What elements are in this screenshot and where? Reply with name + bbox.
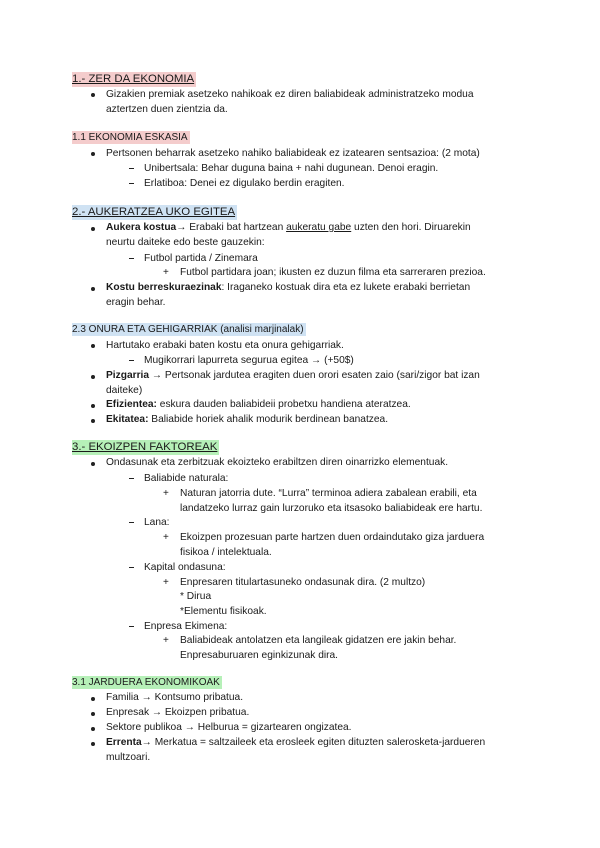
- s31-bullet2: Enpresak → Ekoizpen pribatua.: [106, 707, 250, 718]
- s23-bullet4: [106, 413, 388, 426]
- term-pizgarria: Pizgarria: [106, 370, 150, 381]
- s3-bullet1: Ondasunak eta zerbitzuak ekoizteko erabiltzen diren oinarrizko elementuak.: [106, 457, 449, 468]
- s3-dash4: Enpresa Ekimena:: [144, 621, 228, 632]
- text: → Merkatua = saltzaileek eta erosleek egiten dituzten salerosketa-jardueren: [141, 737, 486, 748]
- s3-plus2-line1: Ekoizpen prozesuan parte hartzen duen ordaindutako giza jarduera: [180, 532, 485, 543]
- dash-marker: [129, 522, 134, 523]
- term-kostu-berreskuraezinak: Kostu berreskuraezinak: [106, 282, 222, 293]
- term-efizientea: Efizientea:: [106, 399, 157, 410]
- underlined-text: aukeratu gabe: [286, 222, 352, 233]
- text: → Erabaki bat hartzean: [176, 222, 287, 233]
- text: → Pertsonak jardutea eragiten duen orori esaten zaio (sari/zigor bat izan: [149, 370, 480, 381]
- s3-dash2: Lana:: [144, 517, 170, 528]
- s2-bullet2-line2: eragin behar.: [106, 297, 166, 308]
- s11-dash1: Unibertsala: Behar duguna baina + nahi dugunean. Denoi eragin.: [144, 163, 439, 174]
- bullet-dot: [91, 93, 95, 97]
- term-aukera-kostua: Aukera kostua: [106, 222, 177, 233]
- bullet-dot: [91, 727, 95, 731]
- term-ekitatea: Ekitatea:: [106, 414, 149, 425]
- s2-plus1: Futbol partidara joan; ikusten ez duzun filma eta sarreraren prezioa.: [180, 267, 486, 278]
- section-heading-1-1: 1.1 EKONOMIA ESKASIA: [72, 132, 188, 143]
- s23-bullet3: [106, 398, 411, 411]
- plus-marker: +: [163, 488, 169, 499]
- bullet-dot: [91, 697, 95, 701]
- s3-plus1-line1: Naturan jatorria dute. “Lurra” terminoa adiera zabalean erabili, eta: [180, 488, 477, 499]
- bullet-dot: [91, 227, 95, 231]
- s3-plus3-line3: *Elementu fisikoak.: [180, 606, 267, 617]
- s31-bullet4-line1: [106, 736, 485, 749]
- dash-marker: [129, 478, 134, 479]
- s3-plus3-line1: Enpresaren titulartasuneko ondasunak dira. (2 multzo): [180, 577, 426, 588]
- bullet-dot: [91, 287, 95, 291]
- s2-bullet2-line1: [106, 281, 470, 294]
- s23-bullet1: Hartutako erabaki baten kostu eta onura gehigarriak.: [106, 340, 344, 351]
- s11-dash2: Erlatiboa: Denei ez digulako berdin eragiten.: [144, 178, 345, 189]
- bullet-dot: [91, 404, 95, 408]
- section-heading-2-3: 2.3 ONURA ETA GEHIGARRIAK (analisi marjinalak): [72, 324, 304, 335]
- plus-marker: +: [163, 577, 169, 588]
- dash-marker: [129, 258, 134, 259]
- s23-bullet2-line2: daiteke): [106, 385, 143, 396]
- s3-plus4-line2: Enpresaburuaren eginkizunak dira.: [180, 650, 339, 661]
- dash-marker: [129, 360, 134, 361]
- bullet-dot: [91, 152, 95, 156]
- s3-dash1: Baliabide naturala:: [144, 473, 229, 484]
- dash-marker: [129, 626, 134, 627]
- text: : Iraganeko kostuak dira eta ez lukete erabaki berrietan: [221, 282, 471, 293]
- s3-plus3-line2: * Dirua: [180, 591, 212, 602]
- text: Baliabide horiek ahalik modurik berdinean banatzea.: [148, 414, 389, 425]
- s2-bullet1-line2: neurtu daiteke edo beste gauzekin:: [106, 237, 265, 248]
- plus-marker: +: [163, 635, 169, 646]
- bullet-dot: [91, 462, 95, 466]
- s3-plus4-line1: Baliabideak antolatzen eta langileak gidatzen ere jakin behar.: [180, 635, 457, 646]
- bullet-dot: [91, 419, 95, 423]
- dash-marker: [129, 168, 134, 169]
- s31-bullet4-line2: multzoari.: [106, 752, 151, 763]
- s3-dash3: Kapital ondasuna:: [144, 562, 226, 573]
- s2-dash1: Futbol partida / Zinemara: [144, 253, 258, 264]
- bullet-dot: [91, 375, 95, 379]
- s3-plus1-line2: landatzeko lurraz gain lurzoruko eta itsasoko baliabideak ere hartu.: [180, 503, 483, 514]
- section-heading-3: 3.- EKOIZPEN FAKTOREAK: [72, 441, 218, 453]
- s2-bullet1-line1: [106, 221, 471, 234]
- bullet-dot: [91, 344, 95, 348]
- bullet-dot: [91, 712, 95, 716]
- plus-marker: +: [163, 532, 169, 543]
- s31-bullet3: Sektore publikoa → Helburua = gizartearen ongizatea.: [106, 722, 352, 733]
- dash-marker: [129, 567, 134, 568]
- plus-marker: +: [163, 267, 169, 278]
- section-heading-3-1: 3.1 JARDUERA EKONOMIKOAK: [72, 677, 220, 688]
- bullet-dot: [91, 742, 95, 746]
- text: uzten den hori. Diruarekin: [351, 222, 471, 233]
- term-errenta: Errenta: [106, 737, 142, 748]
- s31-bullet1: Familia → Kontsumo pribatua.: [106, 692, 244, 703]
- s11-bullet: Pertsonen beharrak asetzeko nahiko baliabideak ez izatearen sentsazioa: (2 mota): [106, 148, 480, 159]
- s1-bullet-line2: aztertzen duen zientzia da.: [106, 104, 228, 115]
- dash-marker: [129, 183, 134, 184]
- s23-bullet2-line1: [106, 369, 480, 382]
- s1-bullet-line1: Gizakien premiak asetzeko nahikoak ez diren baliabideak administratzeko modua: [106, 89, 474, 100]
- s23-dash1: Mugikorrari lapurreta segurua egitea → (+50$): [144, 355, 354, 366]
- section-heading-1: 1.- ZER DA EKONOMIA: [72, 73, 195, 85]
- section-heading-2: 2.- AUKERATZEA UKO EGITEA: [72, 206, 236, 218]
- text: eskura dauden baliabideii probetxu handiena ateratzea.: [156, 399, 411, 410]
- s3-plus2-line2: fisikoa / intelektuala.: [180, 547, 272, 558]
